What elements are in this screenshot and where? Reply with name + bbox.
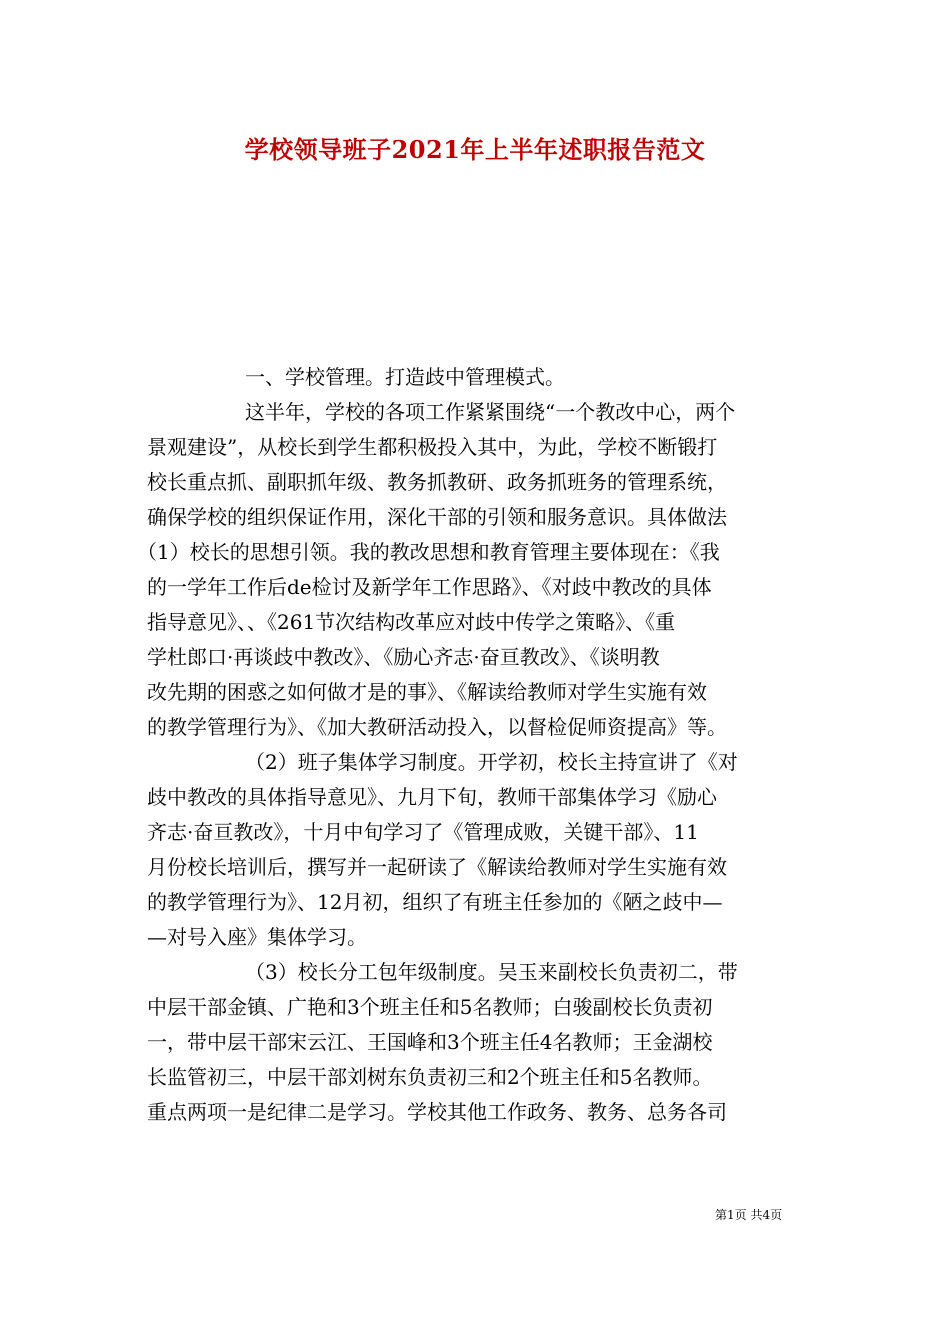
paragraph-line: 歧中教改的具体指导意见》、九月下旬，教师干部集体学习《励心	[147, 785, 717, 809]
page-number-footer: 第1页 共4页	[715, 1208, 783, 1222]
paragraph-line: —对号入座》集体学习。	[147, 925, 367, 949]
paragraph-line: 中层干部金镇、广艳和3个班主任和5名教师；白骏副校长负责初	[147, 995, 713, 1019]
paragraph-line: 重点两项一是纪律二是学习。学校其他工作政务、教务、总务各司	[147, 1100, 727, 1124]
paragraph-line: 齐志·奋亘教改》，十月中旬学习了《管理成败，关键干部》、11	[147, 820, 699, 844]
document-body	[137, 360, 807, 1130]
paragraph-line: 改先期的困惑之如何做才是的事》、《解读给教师对学生实施有效	[147, 680, 707, 704]
paragraph-line: 长监管初三，中层干部刘树东负责初三和2个班主任和5名教师。	[147, 1065, 713, 1089]
paragraph-line: （3）校长分工包年级制度。吴玉来副校长负责初二，带	[245, 960, 738, 984]
paragraph-line: 景观建设”，从校长到学生都积极投入其中，为此，学校不断锻打	[147, 435, 718, 459]
paragraph-line: 的教学管理行为》、12月初，组织了有班主任参加的《陋之歧中—	[147, 890, 723, 914]
paragraph-line: 指导意见》、、《261节次结构改革应对歧中传学之策略》、《重	[147, 610, 676, 634]
paragraph-line: 的教学管理行为》、《加大教研活动投入，以督检促师资提高》等。	[147, 715, 727, 739]
paragraph-line: （1）校长的思想引领。我的教改思想和教育管理主要体现在：《我	[137, 540, 720, 564]
page-title: 学校领导班子2021年上半年述职报告范文	[244, 135, 706, 164]
paragraph-line: 确保学校的组织保证作用，深化干部的引领和服务意识。具体做法	[147, 505, 727, 529]
paragraph-line: 的一学年工作后de检讨及新学年工作思路》、《对歧中教改的具体	[147, 575, 712, 599]
paragraph-line: 这半年，学校的各项工作紧紧围绕“一个教改中心，两个	[245, 400, 736, 424]
paragraph-line: 月份校长培训后，撰写并一起研读了《解读给教师对学生实施有效	[147, 855, 727, 879]
paragraph-line: 一，带中层干部宋云江、王国峰和3个班主任4名教师；王金湖校	[147, 1030, 713, 1054]
section-heading: 一、学校管理。打造歧中管理模式。	[245, 365, 565, 389]
paragraph-line: 校长重点抓、副职抓年级、教务抓教研、政务抓班务的管理系统，	[147, 470, 727, 494]
paragraph-line: 学杜郎口·再谈歧中教改》、《励心齐志·奋亘教改》、《谈明教	[147, 645, 660, 669]
paragraph-line: （2）班子集体学习制度。开学初，校长主持宣讲了《对	[245, 750, 738, 774]
